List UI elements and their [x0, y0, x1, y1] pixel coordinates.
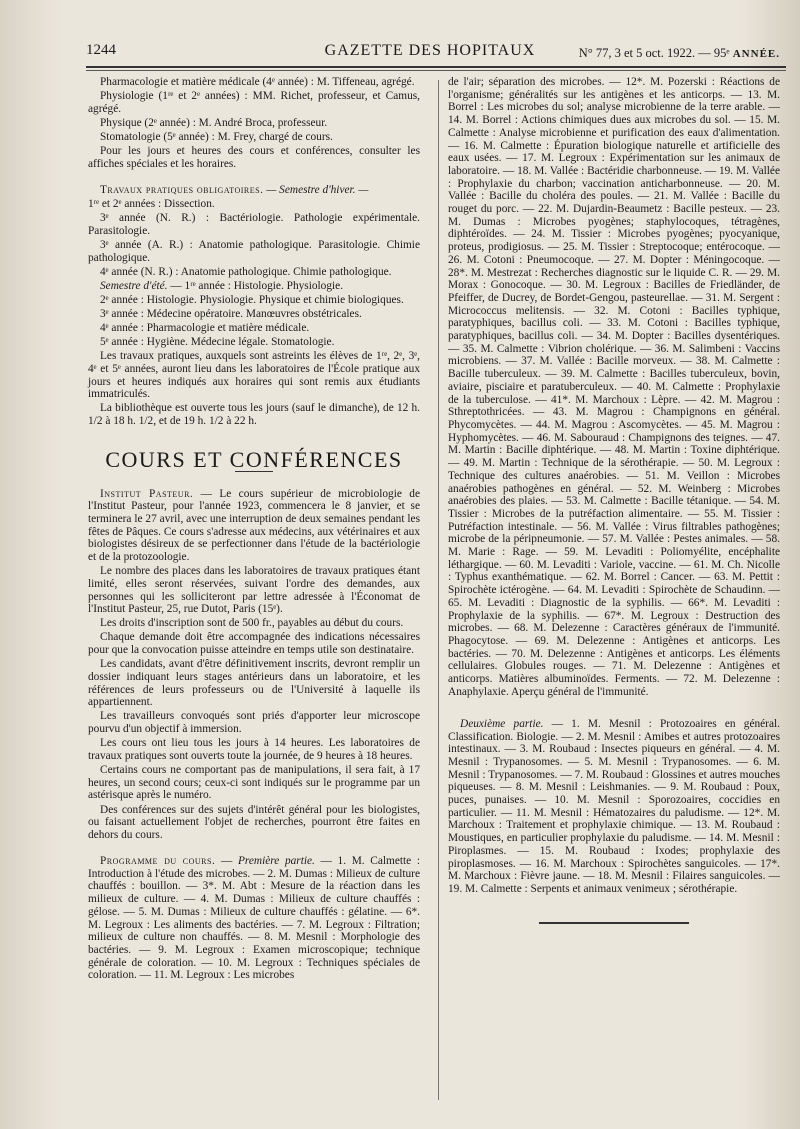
staff-line: Physique (2ᵉ année) : M. André Broca, professeur. [100, 116, 328, 129]
end-ornament [539, 922, 689, 924]
column-divider [438, 80, 439, 1100]
spacer [88, 172, 420, 184]
pasteur-paragraph: Le nombre des places dans les laboratoires de travaux pratiques étant limité, elles seront réservées, suivant l'ordre des demandes, aux personnes qui les solliciteront par lettre adressée à l'Économat de l'Institut Pasteur, 25, rue Dutot, Paris (15ᵉ). [88, 565, 420, 616]
tp-line: 4ᵉ année (N. R.) : Anatomie pathologique. Chimie pathologique. [100, 265, 392, 278]
pasteur-paragraph: Les cours ont lieu tous les jours à 14 heures. Les laboratoires de travaux pratiques sont ouverts toute la journée, de 9 heures à 18 heures. [88, 737, 420, 762]
tp-paragraph: Les travaux pratiques, auxquels sont astreints les élèves de 1ʳᵉ, 2ᵉ, 3ᵉ, 4ᵉ et 5ᵉ années, auront lieu dans les laboratoires de l'École pratique aux jours et heures indiqués aux horaires qui sont remis aux étudiants immatriculés. [88, 350, 420, 401]
tp-line: 3ᵉ année (N. R.) : Bactériologie. Pathologie expérimentale. Parasitologie. [88, 212, 420, 237]
pasteur-paragraph: Chaque demande doit être accompagnée des indications nécessaires pour que la convocation puisse atteindre en temps utile son destinataire. [88, 631, 420, 657]
part2-text: — 1. M. Mesnil : Protozoaires en général. Classification. Biologie. — 2. M. Mesnil : Amibes et autres protozoaires intestinaux. — 3. M. Roubaud : Insectes piqueurs en général. — 4. M. Mesnil : Trypanosomes. — 5. M. Mesnil : Trypanosomes. — 6. M. Mesnil : Trypanosomes. — 7. M. Roubaud : Glossines et autres mouches piqueuses. — 8. M. Mesnil : Leishmanies. — 9. M. Roubaud : Poux, puces, punaises. — 10. M. Mesnil : Sporozoaires, coccidies en particulier. — 11. M. Mesnil : Hématozaires du paludisme. — 12*. M. Marchoux : Traitement et prophylaxie chimique. — 13. M. Roubaud : Moustiques, en particulier prophylaxie du paludisme. — 14. M. Mesnil : Piroplasmes. — 15. M. Roubaud : Ixodes; prophylaxie des piroplasmoses. — 16. M. Marchoux : Spirochètes sanguicoles. — 17*. M. Marchoux : Fièvre jaune. — 18. M. Mesnil : Filaires sanguicoles. — 19. M. Calmette : Serpents et animaux venimeux ; sérothérapie. [448, 717, 780, 895]
staff-line: Pour les jours et heures des cours et conférences, consulter les affiches spéciales et les horaires. [88, 145, 420, 170]
tp-line: 5ᵉ année : Hygiène. Médecine légale. Stomatologie. [100, 336, 335, 349]
issue-annee: ANNÉE. [732, 48, 780, 60]
staff-line: Pharmacologie et matière médicale (4ᵉ année) : M. Tiffeneau, agrégé. [100, 76, 415, 88]
header-rule [86, 66, 786, 68]
programme-paragraph: Programme du cours. — Première partie. — 1. M. Calmette : Introduction à l'étude des microbes. — 2. M. Dumas : Milieux de culture chauffés : bouillon. — 3*. M. Abt : Mesure de la réaction dans les milieux de culture. — 4. M. Dumas : Milieux de culture chauffés : gélose. — 5. M. Dumas : Milieux de culture chauffés : gélatine. — 6*. M. Legroux : Les aliments des bactéries. — 7. M. Legroux : Filtration; milieux de culture non chauffés. — 8. M. Mesnil : Morphologie des bactéries. — 9. M. Legroux : Examen microscopique; technique générale de coloration. — 10. M. Legroux : Techniques spéciales de coloration. — 11. M. Legroux : Les microbes [88, 855, 421, 982]
programme-heading: Programme du cours. [100, 855, 216, 868]
ete-line [88, 280, 420, 293]
tp-line: 3ᵉ année : Médecine opératoire. Manœuvres obstétricales. [100, 307, 362, 320]
pasteur-paragraph: Certains cours ne comportant pas de manipulations, il sera fait, à 17 heures, un second cours; ceux-ci sont indiqués sur le programme par un astérisque après le numéro. [88, 764, 420, 802]
tp-line: 2ᵉ année : Histologie. Physiologie. Physique et chimie biologiques. [100, 293, 404, 306]
ete-rest: — 1ʳᵉ année : Histologie. Physiologie. [170, 279, 344, 292]
header-rule-thin [86, 70, 786, 71]
programme-text: — 1. M. Calmette : Introduction à l'étude des microbes. — 2. M. Dumas : Milieux de culture chauffés : bouillon. — 3*. M. Abt : Mesure de la réaction dans les milieux de culture. — 4. M. Dumas : Milieux de culture chauffés : gélose. — 5. M. Dumas : Milieux de culture chauffés : gélatine. — 6*. M. Legroux : Les aliments des bactéries. — 7. M. Legroux : Filtration; milieux de culture non chauffés. — 8. M. Mesnil : Morphologie des bactéries. — 9. M. Legroux : Examen microscopique; technique générale de coloration. — 10. M. Legroux : Techniques spéciales de coloration. — 11. M. Legroux : Les microbes [88, 855, 421, 982]
part2-label: Deuxième partie. [460, 717, 544, 730]
staff-line: Physiologie (1ʳᵉ et 2ᵉ années) : MM. Richet, professeur, et Camus, agrégé. [88, 90, 420, 115]
spacer [448, 700, 780, 718]
program-list-part2 [448, 718, 780, 896]
tp-line: 1ʳᵉ et 2ᵉ années : Dissection. [88, 197, 215, 210]
tp-heading: Travaux pratiques obligatoires. [100, 183, 264, 196]
staff-line: Stomatologie (5ᵉ année) : M. Frey, chargé de cours. [100, 130, 333, 143]
pasteur-first-text: — Le cours supérieur de microbiologie de l'Institut Pasteur, pour l'année 1923, commencera le 8 janvier, et se terminera le 27 avril, avec une interruption de deux semaines pendant les fêtes de Pâques. Ce cours s'adresse aux médecins, aux vétérinaires et aux biologistes désireux de se perfectionner dans l'étude de la bactériologie et de la protozoologie. [88, 487, 420, 564]
pasteur-paragraph: Les droits d'inscription sont de 500 fr., payables au début du cours. [100, 617, 404, 630]
pasteur-paragraph: Des conférences sur des sujets d'intérêt général pour les biologistes, ou faisant actuellement l'objet de recherches, pourront être faites en dehors du cours. [88, 803, 420, 841]
program-list-part1: de l'air; séparation des microbes. — 12*. M. Pozerski : Réactions de l'organisme; généralités sur les antigènes et les anticorps. — 13. M. Borrel : Les microbes du sol; analyse microbienne de la terre arable. — 14. M. Borrel : Actions chimiques dues aux microbes du sol. — 15. M. Calmette : Analyse microbienne et purification des eaux d'alimentation. — 16. M. Calmette : Épuration biologique naturelle et artificielle des eaux usées. — 17. M. Legroux : Expérimentation sur les animaux de laboratoire. — 18. M. Vallée : Bactéridie charbonneuse. — 19. M. Vallée : Prophylaxie du charbon; vaccination anticharbonneuse. — 20. M. Vallée : Bacille du choléra des poules. — 21. M. Vallée : Bacille du rouget du porc. — 22. M. Dujardin-Beaumetz : Bacille pesteux. — 23. M. Dumas : Microbes pyogènes; staphylocoques, tétragènes, diphtéroïdes. — 24. M. Tissier : Microbes pyogènes; pyocyanique, proteus, prodigiosus. — 25. M. Tissier : Streptocoque; entérocoque. — 26. M. Cotoni : Pneumocoque. — 27. M. Dopter : Méningocoque. — 28*. M. Mestrezat : Recherches diagnostic sur le liquide C. R. — 29. M. Morax : Gonocoque. — 30. M. Legroux : Bacilles de Friedländer, de Pfeiffer, de Ducrey, de Bordet-Gengou, pasteurellae. — 31. M. Sergent : Micrococcus melitensis. — 32. M. Cotoni : Bacilles typhique, paratyphiques, bacillus coli. — 33. M. Cotoni : Bacilles typhique, paratyphiques, bacillus coli. — 34. M. Dopter : Bacilles dysentériques. — 35. M. Calmette : Vibrion cholérique. — 36. M. Salimbeni : Vaccins microbiens. — 37. M. Vallée : Bacille morveux. — 38. M. Calmette : Bacille tuberculeux. — 39. M. Calmette : Bacilles tuberculeux, bovin, aviaire, pisciaire et paratuberculeux. — 40. M. Calmette : Prophylaxie de la tuberculose. — 41*. M. Marchoux : Lèpre. — 42. M. Magrou : Sthreptothricées. — 43. M. Magrou : Champignons en général. Phycomycètes. — 44. M. Magrou : Ascomycètes. — 45. M. Magrou : Hyphomycètes. — 46. M. Sabouraud : Champignons des teignes. — 47. M. Martin : Bacille diphtérique. — 48. M. Martin : Toxine diphtérique. — 49. M. Martin : Technique de la sérothérapie. — 50. M. Legroux : Technique des cultures anaérobies. — 51. M. Veillon : Microbes anaérobies pathogènes en général. — 52. M. Weinberg : Microbes anaérobies des plaies. — 53. M. Calmette : Bacille tétanique. — 54. M. Tissier : Microbes de la putréfaction alimentaire. — 55. M. Tissier : Putréfaction intestinale. — 56. M. Vallée : Virus filtrables pathogènes; microbe de la péripneumonie. — 57. M. Vallée : Pestes animales. — 58. M. Marie : Rage. — 59. M. Levaditi : Poliomyélite, encéphalite léthargique. — 60. M. Levaditi : Variole, vaccine. — 61. M. Ch. Nicolle : Typhus exanthématique. — 62. M. Borrel : Cancer. — 63. M. Pettit : Spirochète ictérogène. — 64. M. Levaditi : Spirochète de Schaudinn. — 65. M. Levaditi : Diagnostic de la syphilis. — 66*. M. Levaditi : Prophylaxie de la syphilis. — 67*. M. Legroux : Destruction des microbes. — 68. M. Delezenne : Caractères généraux de l'immunité. Phagocytose. — 69. M. Delezenne : Antigènes et anticorps. Les bactéries. — 70. M. Delezenne : Antigènes et anticorps. Les éléments cellulaires. Globules rouges. — 71. M. Delezenne : Antigènes et anticorps. Matières albuminoïdes. Ferments. — 72. M. Delezenne : Anaphylaxie. Aperçu général de l'immunité. [448, 76, 780, 698]
pasteur-heading: Institut Pasteur. [100, 487, 194, 500]
issue-info [579, 46, 780, 61]
tp-heading-line [88, 184, 420, 197]
tp-semester: — Semestre d'hiver. — [266, 183, 369, 196]
section-title: COURS ET CONFÉRENCES [105, 446, 403, 472]
right-column [448, 76, 780, 924]
page-number: 1244 [86, 42, 116, 58]
pasteur-paragraph: Les candidats, avant d'être définitivement inscrits, devront remplir un dossier indiquant leurs stages antérieurs dans un laboratoire, et les références de leurs professeurs ou de l'Université à laquelle ils appartiennent. [88, 658, 420, 709]
spacer [88, 843, 420, 855]
journal-title: GAZETTE DES HOPITAUX [324, 42, 536, 59]
programme-partie: Première partie. [237, 855, 315, 868]
issue-number: N° 77, 3 et 5 oct. 1922. — 95ᵉ [578, 46, 730, 60]
pasteur-paragraph: Les travailleurs convoqués sont priés d'apporter leur microscope pourvu d'un objectif à immersion. [88, 710, 420, 736]
tp-line: 3ᵉ année (A. R.) : Anatomie pathologique. Parasitologie. Chimie pathologique. [88, 238, 420, 264]
left-column [88, 76, 420, 983]
ete-label: Semestre d'été. [100, 279, 168, 292]
tp-paragraph: La bibliothèque est ouverte tous les jours (sauf le dimanche), de 12 h. 1/2 à 18 h. 1/2, et de 19 h. 1/2 à 22 h. [88, 402, 420, 428]
pasteur-first-paragraph [88, 488, 420, 564]
tp-line: 4ᵉ année : Pharmacologie et matière médicale. [100, 322, 310, 335]
